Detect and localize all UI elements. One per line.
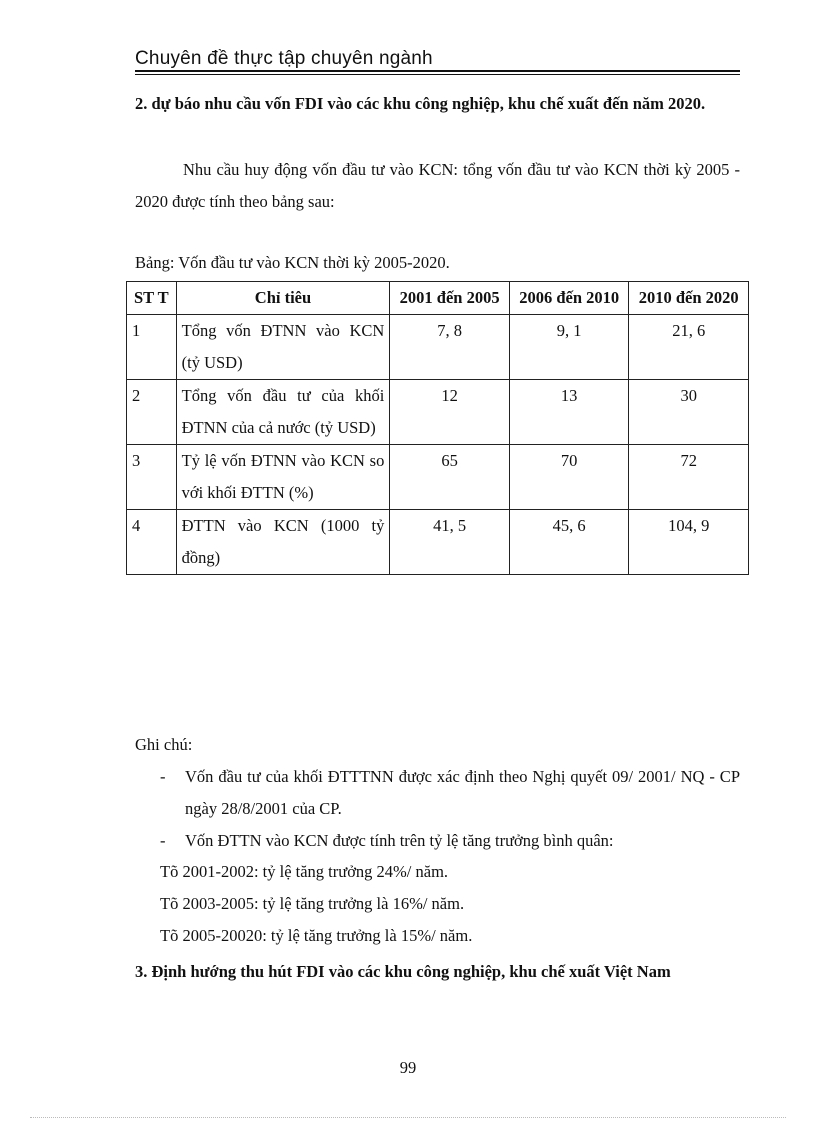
- growth-rate-line: Tõ 2003-2005: tỷ lệ tăng trưởng là 16%/ năm.: [160, 894, 465, 913]
- table-row: [127, 510, 749, 575]
- header-period-2001-2005: 2001 đến 2005: [390, 282, 510, 315]
- row-value: 30: [629, 380, 749, 445]
- header-stt: ST T: [127, 282, 177, 315]
- page-bottom-rule: [30, 1117, 786, 1118]
- row-value: 41, 5: [390, 510, 510, 575]
- row-stt: 1: [127, 315, 177, 380]
- row-indicator: Tổng vốn đầu tư của khối ĐTNN của cả nước (tỷ USD): [176, 380, 390, 445]
- row-indicator: Tổng vốn ĐTNN vào KCN (tỷ USD): [176, 315, 390, 380]
- note-text: Vốn đầu tư của khối ĐTTTNN được xác định theo Nghị quyết 09/ 2001/ NQ - CP ngày 28/8/2001 của CP.: [185, 767, 740, 818]
- table-row: [127, 315, 749, 380]
- intro-paragraph: Nhu cầu huy động vốn đầu tư vào KCN: tổng vốn đầu tư vào KCN thời kỳ 2005 - 2020 được tính theo bảng sau:: [135, 160, 740, 211]
- header-rule-thin: [135, 74, 740, 75]
- row-value: 72: [629, 445, 749, 510]
- row-indicator: Tỷ lệ vốn ĐTNN vào KCN so với khối ĐTTN (%): [176, 445, 390, 510]
- header-indicator: Chỉ tiêu: [176, 282, 390, 315]
- table-row: [127, 445, 749, 510]
- table-header-row: [127, 282, 749, 315]
- row-stt: 2: [127, 380, 177, 445]
- note-item: [160, 825, 740, 857]
- row-value: 70: [509, 445, 629, 510]
- bullet-marker: -: [160, 831, 166, 850]
- row-value: 7, 8: [390, 315, 510, 380]
- row-stt: 3: [127, 445, 177, 510]
- row-value: 21, 6: [629, 315, 749, 380]
- row-value: 65: [390, 445, 510, 510]
- row-value: 12: [390, 380, 510, 445]
- row-value: 104, 9: [629, 510, 749, 575]
- bullet-marker: -: [160, 767, 166, 786]
- page-header: [135, 48, 740, 70]
- row-value: 9, 1: [509, 315, 629, 380]
- notes-label: Ghi chú:: [135, 735, 193, 754]
- section-3-heading: 3. Định hướng thu hút FDI vào các khu công nghiệp, khu chế xuất Việt Nam: [135, 962, 671, 981]
- header-period-2010-2020: 2010 đến 2020: [629, 282, 749, 315]
- table-row: [127, 380, 749, 445]
- row-indicator: ĐTTN vào KCN (1000 tỷ đồng): [176, 510, 390, 575]
- header-period-2006-2010: 2006 đến 2010: [509, 282, 629, 315]
- table-caption: Bảng: Vốn đầu tư vào KCN thời kỳ 2005-2020.: [135, 253, 450, 272]
- note-text: Vốn ĐTTN vào KCN được tính trên tỷ lệ tăng trưởng bình quân:: [185, 831, 614, 850]
- section-2-heading: 2. dự báo nhu cầu vốn FDI vào các khu công nghiệp, khu chế xuất đến năm 2020.: [135, 94, 706, 113]
- row-value: 45, 6: [509, 510, 629, 575]
- header-title: Chuyên đề thực tập chuyên ngành: [135, 48, 433, 69]
- growth-rate-line: Tõ 2005-20020: tỷ lệ tăng trưởng là 15%/ năm.: [160, 926, 473, 945]
- investment-table: [126, 281, 749, 575]
- page-number: 99: [399, 1058, 417, 1077]
- growth-rate-line: Tõ 2001-2002: tỷ lệ tăng trưởng 24%/ năm.: [160, 862, 449, 881]
- row-stt: 4: [127, 510, 177, 575]
- note-item: [160, 761, 740, 825]
- notes-list: [160, 761, 740, 857]
- growth-rate-lines: [160, 856, 740, 952]
- header-rule: [135, 70, 740, 72]
- row-value: 13: [509, 380, 629, 445]
